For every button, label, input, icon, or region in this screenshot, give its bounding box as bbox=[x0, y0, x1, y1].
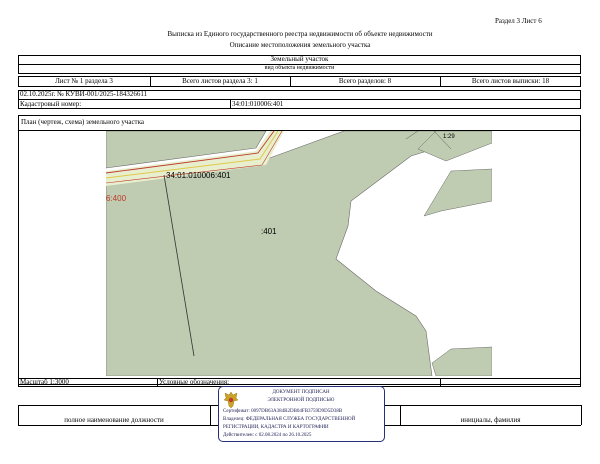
document-subtitle: Описание местоположения земельного участка bbox=[229, 41, 371, 49]
cadastral-value: 34:01:010006:401 bbox=[232, 100, 284, 108]
section-sheet-ref: Раздел 3 Лист 6 bbox=[495, 17, 542, 25]
signature-line-2: ЭЛЕКТРОННОЙ ПОДПИСЬЮ bbox=[267, 398, 335, 403]
parcel-map bbox=[106, 131, 492, 376]
signature-line-1: ДОКУМЕНТ ПОДПИСАН bbox=[272, 390, 330, 395]
position-label: полное наименование должности bbox=[64, 416, 164, 424]
signature-certificate: Сертификат: 0097DB63A384B2DB04FB3759D9D5D38B bbox=[223, 409, 343, 414]
map-scale: Масштаб 1:3000 bbox=[20, 378, 69, 386]
total-sheets-section: Всего листов раздела 3: 1 bbox=[182, 77, 258, 85]
signature-owner: Владелец: ФЕДЕРАЛЬНАЯ СЛУЖБА ГОСУДАРСТВЕННОЙ bbox=[223, 417, 356, 422]
neighbor-label: 6:400 bbox=[106, 194, 127, 203]
legend-label: Условные обозначения: bbox=[159, 378, 230, 386]
corner-label: 1:29 bbox=[443, 134, 455, 140]
sheet-of-section: Лист № 1 раздела 3 bbox=[55, 77, 113, 85]
object-name: Земельный участок bbox=[270, 55, 329, 63]
object-kind-label: вид объекта недвижимости bbox=[264, 65, 335, 71]
parcel-full-label: 34:01:010006:401 bbox=[166, 171, 231, 180]
document-title: Выписка из Единого государственного реестра недвижимости об объекте недвижимости bbox=[167, 30, 433, 38]
signature-owner-cont: РЕГИСТРАЦИИ, КАДАСТРА И КАРТОГРАФИИ bbox=[223, 425, 329, 430]
extract-date-number: 02.10.2025г. № КУВИ-001/2025-184326611 bbox=[20, 90, 148, 98]
electronic-signature-stamp bbox=[218, 386, 385, 442]
total-sections: Всего разделов: 8 bbox=[338, 77, 392, 85]
plan-label: План (чертеж, схема) земельного участка bbox=[21, 118, 145, 126]
total-sheets-extract: Всего листов выписки: 18 bbox=[471, 77, 550, 85]
cadastral-label: Кадастровый номер: bbox=[20, 100, 82, 108]
name-label: инициалы, фамилия bbox=[460, 416, 521, 424]
signature-validity: Действителен: с 02.08.2024 по 26.10.2025 bbox=[223, 433, 312, 438]
parcel-short-label: :401 bbox=[261, 227, 277, 236]
